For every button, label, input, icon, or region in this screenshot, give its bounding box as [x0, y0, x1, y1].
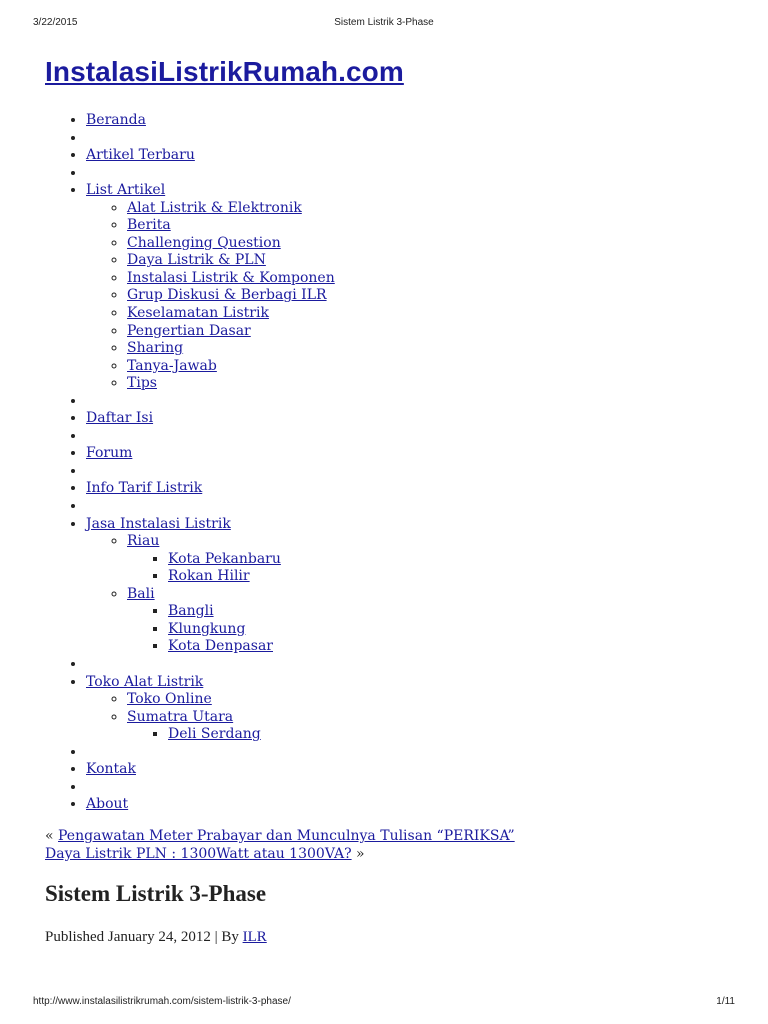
nav-link-list-artikel[interactable]: List Artikel: [86, 182, 166, 199]
submenu-riau: [127, 551, 335, 586]
nav-item-jasa-instalasi: [86, 516, 335, 656]
nav-item-beranda: [86, 112, 335, 130]
post-navigation: [45, 827, 515, 863]
submenu-item: [127, 200, 335, 218]
submenu-link-kota-denpasar[interactable]: Kota Denpasar: [168, 638, 273, 655]
submenu-item-bali: [127, 586, 335, 656]
nav-item-empty: [86, 130, 335, 148]
print-header: [0, 17, 768, 31]
nav-link-beranda[interactable]: Beranda: [86, 112, 146, 128]
submenu-list-artikel: [86, 200, 335, 393]
submenu-item: [127, 305, 335, 323]
nav-item-empty: [86, 744, 335, 762]
submenu-item: [127, 217, 335, 235]
submenu-jasa-instalasi: [86, 533, 335, 656]
nav-item-empty: [86, 165, 335, 183]
post-title: Sistem Listrik 3-Phase: [45, 881, 267, 906]
submenu-item: [168, 621, 335, 639]
submenu-link-bali[interactable]: Bali: [127, 585, 155, 602]
submenu-link-sharing[interactable]: Sharing: [127, 340, 184, 357]
submenu-item: [127, 323, 335, 341]
submenu-link-instalasi-listrik[interactable]: Instalasi Listrik & Komponen: [127, 269, 335, 286]
nav-item-daftar-isi: [86, 410, 335, 428]
submenu-link-tanya-jawab[interactable]: Tanya-Jawab: [127, 357, 217, 374]
submenu-item: [168, 603, 335, 621]
submenu-item: [168, 726, 335, 744]
submenu-item-riau: [127, 533, 335, 586]
submenu-item: [127, 358, 335, 376]
submenu-item: [127, 375, 335, 393]
nav-item-kontak: [86, 761, 335, 779]
submenu-item: [127, 270, 335, 288]
next-post-line: [45, 845, 515, 863]
nav-item-toko: [86, 674, 335, 744]
submenu-link-tips[interactable]: Tips: [127, 375, 157, 392]
submenu-link-bangli[interactable]: Bangli: [168, 603, 214, 620]
submenu-link-klungkung[interactable]: Klungkung: [168, 620, 246, 637]
print-page-number: 1/11: [716, 996, 735, 1007]
main-navigation: [45, 112, 335, 814]
print-url: http://www.instalasilistrikrumah.com/sistem-listrik-3-phase/: [33, 996, 291, 1007]
submenu-link-keselamatan[interactable]: Keselamatan Listrik: [127, 305, 269, 322]
site-title: [45, 56, 404, 88]
prev-arrow: «: [45, 828, 59, 844]
nav-link-about[interactable]: About: [86, 796, 129, 813]
post-meta: [45, 929, 267, 946]
submenu-item: [127, 235, 335, 253]
nav-item-empty: [86, 656, 335, 674]
submenu-bali: [127, 603, 335, 656]
nav-link-toko[interactable]: Toko Alat Listrik: [86, 673, 204, 690]
submenu-item: [168, 551, 335, 569]
submenu-link-sumatra-utara[interactable]: Sumatra Utara: [127, 708, 234, 725]
nav-item-forum: [86, 445, 335, 463]
nav-item-empty: [86, 428, 335, 446]
submenu-item: [127, 252, 335, 270]
nav-link-jasa-instalasi[interactable]: Jasa Instalasi Listrik: [86, 515, 231, 532]
submenu-link-rokan-hilir[interactable]: Rokan Hilir: [168, 568, 250, 585]
nav-item-list-artikel: [86, 182, 335, 393]
submenu-item: [127, 691, 335, 709]
submenu-link-berita[interactable]: Berita: [127, 217, 171, 234]
nav-item-info-tarif: [86, 480, 335, 498]
submenu-link-toko-online[interactable]: Toko Online: [127, 691, 212, 708]
next-post-link[interactable]: Daya Listrik PLN : 1300Watt atau 1300VA?: [45, 846, 352, 862]
submenu-item-sumatra-utara: [127, 709, 335, 744]
submenu-item: [127, 340, 335, 358]
nav-link-info-tarif[interactable]: Info Tarif Listrik: [86, 480, 203, 497]
nav-link-artikel-terbaru[interactable]: Artikel Terbaru: [86, 147, 195, 164]
submenu-link-deli-serdang[interactable]: Deli Serdang: [168, 726, 261, 743]
submenu-link-kota-pekanbaru[interactable]: Kota Pekanbaru: [168, 550, 281, 567]
next-arrow: »: [351, 846, 365, 862]
author-link[interactable]: ILR: [242, 929, 267, 945]
nav-item-empty: [86, 779, 335, 797]
nav-item-empty: [86, 498, 335, 516]
submenu-link-pengertian-dasar[interactable]: Pengertian Dasar: [127, 322, 251, 339]
submenu-link-alat-listrik[interactable]: Alat Listrik & Elektronik: [127, 199, 302, 216]
submenu-link-daya-listrik[interactable]: Daya Listrik & PLN: [127, 252, 266, 269]
submenu-link-grup-diskusi[interactable]: Grup Diskusi & Berbagi ILR: [127, 287, 327, 304]
nav-item-empty: [86, 463, 335, 481]
previous-post-link[interactable]: Pengawatan Meter Prabayar dan Munculnya Tulisan “PERIKSA”: [58, 828, 515, 844]
submenu-link-challenging-question[interactable]: Challenging Question: [127, 234, 281, 251]
submenu-item: [168, 638, 335, 656]
print-footer: [0, 996, 768, 1010]
nav-link-daftar-isi[interactable]: Daftar Isi: [86, 410, 154, 427]
nav-menu: [45, 112, 335, 814]
submenu-item: [127, 287, 335, 305]
submenu-toko: [86, 691, 335, 744]
published-date: Published January 24, 2012 | By: [45, 929, 243, 945]
site-title-link[interactable]: InstalasiListrikRumah.com: [45, 56, 404, 87]
submenu-link-riau[interactable]: Riau: [127, 533, 160, 550]
submenu-sumatra-utara: [127, 726, 335, 744]
nav-item-artikel-terbaru: [86, 147, 335, 165]
print-date: 3/22/2015: [33, 17, 78, 28]
nav-item-about: [86, 796, 335, 814]
print-page-title: Sistem Listrik 3-Phase: [334, 17, 434, 28]
nav-item-empty: [86, 393, 335, 411]
nav-link-kontak[interactable]: Kontak: [86, 761, 136, 778]
submenu-item: [168, 568, 335, 586]
nav-link-forum[interactable]: Forum: [86, 445, 133, 462]
